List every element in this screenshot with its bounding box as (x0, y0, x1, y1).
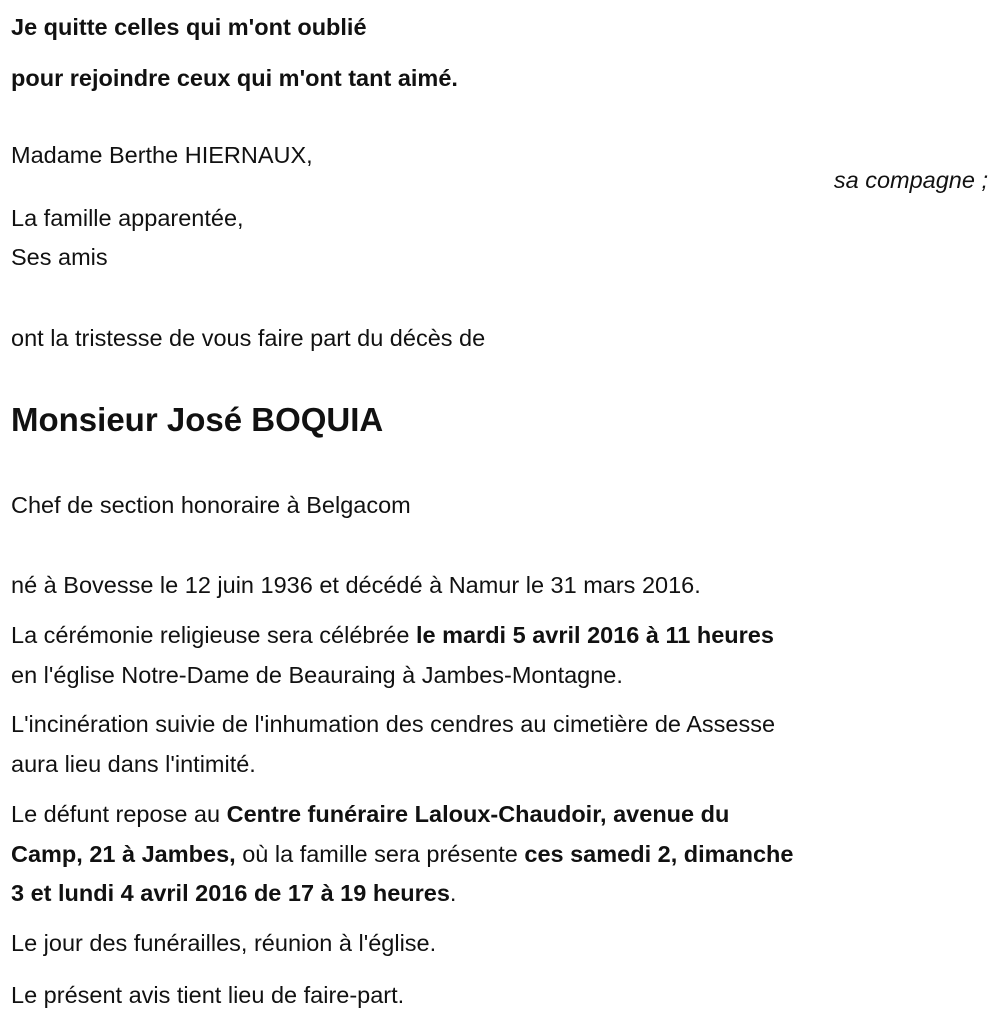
viewing-place-1: Centre funéraire Laloux-Chaudoir, avenue du (226, 801, 730, 827)
birth-death: né à Bovesse le 12 juin 1936 et décédé à Namur le 31 mars 2016. (11, 572, 701, 598)
viewing-dates-2: 3 et lundi 4 avril 2016 de 17 à 19 heures (11, 880, 450, 906)
ceremony-date: le mardi 5 avril 2016 à 11 heures (415, 622, 774, 648)
viewing-line-3 (11, 879, 456, 907)
companion-name: Madame Berthe HIERNAUX, (11, 142, 313, 168)
viewing-prefix: Le défunt repose au (11, 801, 227, 827)
viewing-dates-1: ces samedi 2, dimanche (524, 841, 794, 867)
ceremony-prefix: La cérémonie religieuse sera célébrée (11, 622, 416, 648)
ceremony-line-1 (11, 621, 774, 649)
funeral-meeting: Le jour des funérailles, réunion à l'église. (11, 930, 437, 956)
notice: Le présent avis tient lieu de faire-part. (11, 982, 405, 1008)
cremation-line-2: aura lieu dans l'intimité. (11, 751, 256, 777)
cremation-line-1: L'incinération suivie de l'inhumation des cendres au cimetière de Assesse (11, 711, 776, 737)
companion-role: sa compagne ; (833, 167, 988, 193)
occupation: Chef de section honoraire à Belgacom (11, 492, 411, 518)
ceremony-place: en l'église Notre-Dame de Beauraing à Jambes-Montagne. (11, 662, 623, 688)
epigraph-line-1: Je quitte celles qui m'ont oublié (11, 14, 367, 40)
announcement: ont la tristesse de vous faire part du décès de (11, 325, 486, 351)
viewing-middle: où la famille sera présente (235, 841, 525, 867)
deceased-name: Monsieur José BOQUIA (11, 401, 384, 438)
epigraph-line-2: pour rejoindre ceux qui m'ont tant aimé. (11, 65, 458, 91)
viewing-line-1 (11, 800, 729, 828)
viewing-line-2 (11, 840, 793, 868)
relatives: La famille apparentée, (11, 205, 244, 231)
viewing-place-2: Camp, 21 à Jambes, (11, 841, 236, 867)
friends: Ses amis (11, 244, 108, 270)
viewing-end: . (449, 880, 457, 906)
